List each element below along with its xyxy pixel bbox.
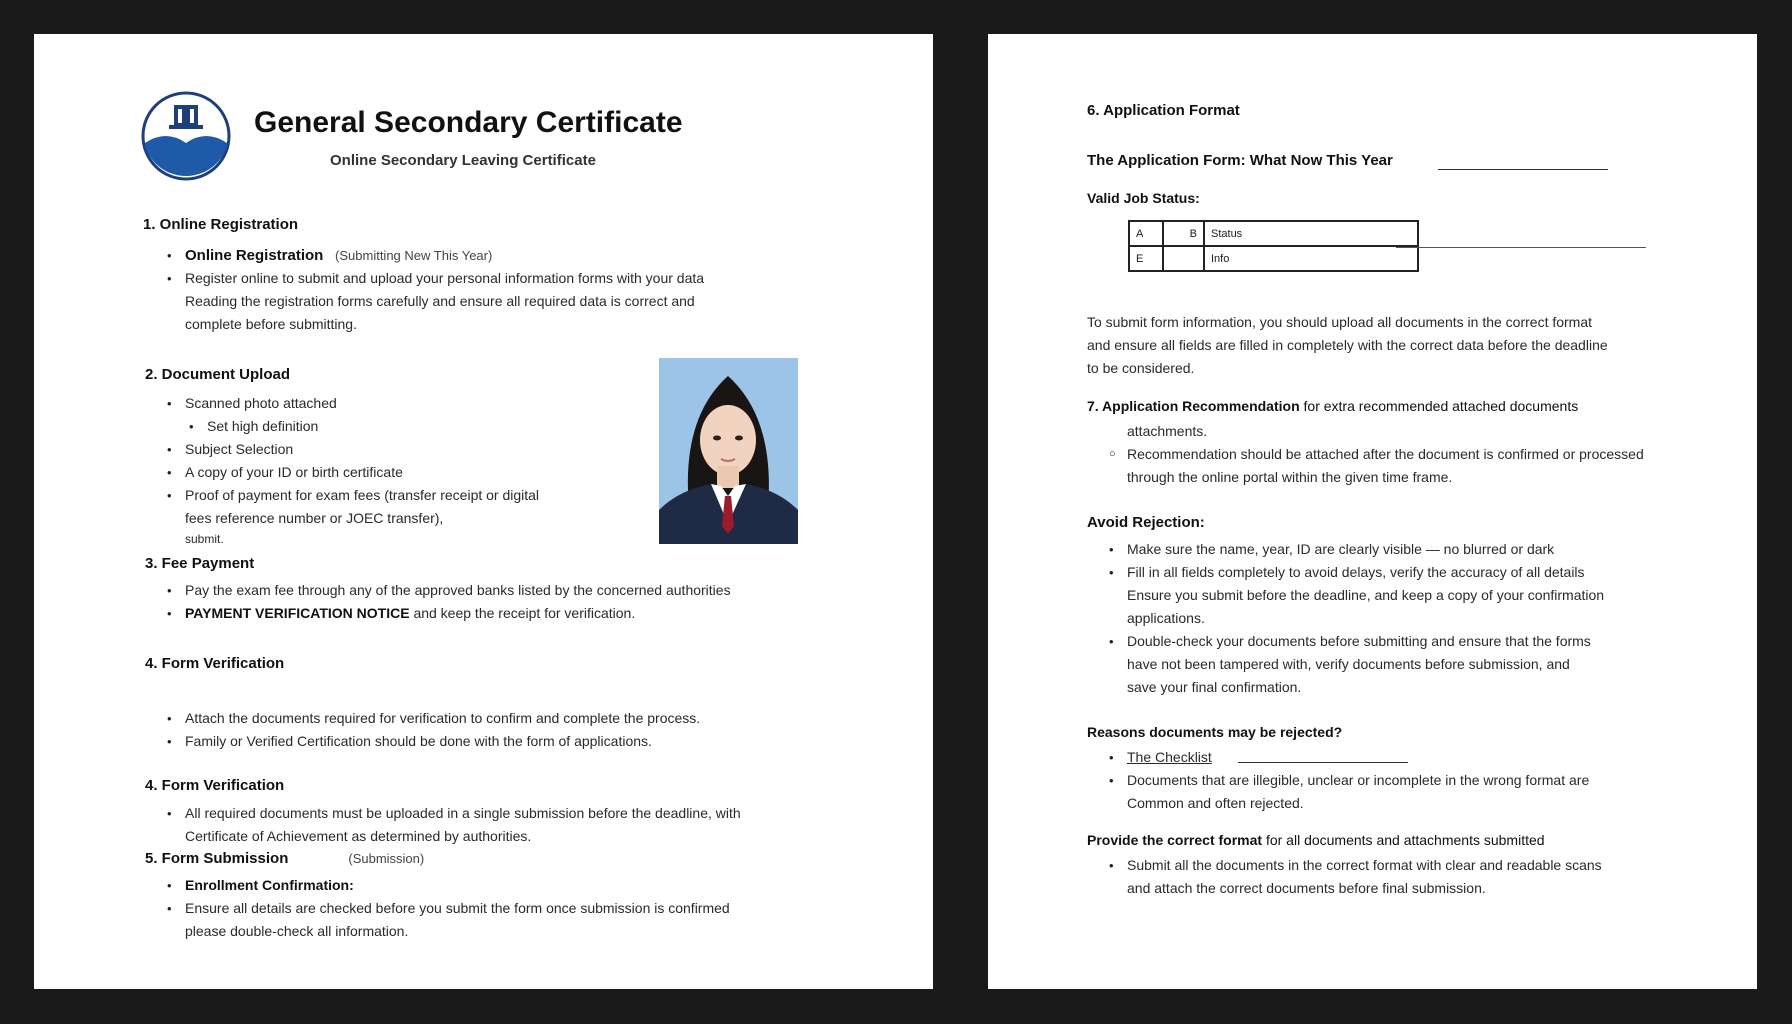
table-cell: Info: [1204, 246, 1418, 271]
list-item: • PAYMENT VERIFICATION NOTICE and keep the receipt for verification.: [163, 602, 731, 625]
list-item: ○ Recommendation should be attached after the document is confirmed or processed: [1105, 443, 1644, 466]
list-item-continuation: complete before submitting.: [185, 316, 357, 332]
document-title: General Secondary Certificate: [254, 106, 683, 139]
section-heading-correct-format: Provide the correct format for all documents and attachments submitted: [1087, 832, 1545, 848]
document-subtitle: Online Secondary Leaving Certificate: [330, 152, 596, 169]
list-item-continuation: please double-check all information.: [185, 923, 409, 939]
list-item: • Proof of payment for exam fees (transfer receipt or digital: [163, 484, 539, 507]
list-item: • Ensure all details are checked before you submit the form once submission is confirmed: [163, 897, 730, 920]
instruction-paragraph: To submit form information, you should upload all documents in the correct format and ensure all fields are filled in completely with the correct data before the deadline to be considered.: [1087, 314, 1608, 376]
list-item: • Submit all the documents in the correct format with clear and readable scans: [1105, 854, 1602, 877]
table-extension-line: [1396, 247, 1646, 248]
list-item-continuation: save your final confirmation.: [1127, 679, 1302, 695]
list-item-continuation: Reading the registration forms carefully and ensure all required data is correct and: [185, 293, 695, 309]
section-heading-form-verification: 4. Form Verification: [145, 655, 285, 672]
list-item: • Make sure the name, year, ID are clearly visible — no blurred or dark: [1105, 538, 1604, 561]
section-heading-avoid-rejection: Avoid Rejection:: [1087, 514, 1205, 531]
registration-list: [163, 244, 704, 336]
recommendation-list: [1105, 420, 1644, 489]
table-cell: [1163, 246, 1204, 271]
table-cell: B: [1163, 221, 1204, 246]
application-form-line: The Application Form: What Now This Year: [1087, 152, 1393, 169]
list-item: • Documents that are illegible, unclear or incomplete in the wrong format are: [1105, 769, 1589, 792]
form-submission-list: [163, 874, 730, 943]
section-heading-fee-payment: 3. Fee Payment: [145, 555, 255, 572]
section-heading-form-verification-2: 4. Form Verification: [145, 777, 285, 794]
certificate-page-right: [988, 34, 1757, 989]
applicant-photo: [659, 358, 798, 544]
fill-in-blank-line: [1438, 169, 1608, 170]
status-table: [1128, 220, 1419, 272]
list-item-continuation: applications.: [1127, 610, 1205, 626]
list-item-continuation: Common and often rejected.: [1127, 795, 1304, 811]
list-item: • Fill in all fields completely to avoid delays, verify the accuracy of all details: [1105, 561, 1604, 584]
table-cell: E: [1129, 246, 1163, 271]
list-item: • Pay the exam fee through any of the approved banks listed by the concerned authorities: [163, 579, 731, 602]
list-item: • Attach the documents required for verification to confirm and complete the process.: [163, 707, 700, 730]
form-verification-list-2: [163, 802, 741, 848]
section-heading-document-upload: 2. Document Upload: [145, 366, 291, 383]
list-item-sub: • Set high definition: [163, 415, 539, 438]
list-item: • The Checklist: [1105, 746, 1589, 769]
section-heading-recommendation: 7. Application Recommendation for extra recommended attached documents: [1087, 398, 1579, 414]
list-item: • All required documents must be uploaded in a single submission before the deadline, with: [163, 802, 741, 825]
ministry-logo: [141, 91, 231, 181]
table-cell: Status: [1204, 221, 1418, 246]
list-item-continuation: submit.: [185, 532, 224, 546]
certificate-page-left: [34, 34, 933, 989]
fee-payment-list: [163, 579, 731, 625]
form-verification-list: [163, 707, 700, 753]
section-heading-registration: 1. Online Registration: [143, 216, 299, 233]
list-item-continuation: fees reference number or JOEC transfer),: [185, 510, 444, 526]
avoid-rejection-list: [1105, 538, 1604, 699]
list-item-continuation: Certificate of Achievement as determined by authorities.: [185, 828, 532, 844]
valid-status-label: Valid Job Status:: [1087, 190, 1200, 206]
rejection-reasons-list: [1105, 746, 1589, 815]
list-item-continuation: Ensure you submit before the deadline, and keep a copy of your confirmation: [1127, 587, 1605, 603]
list-item: • A copy of your ID or birth certificate: [163, 461, 539, 484]
list-item: • Online Registration (Submitting New This Year): [163, 244, 704, 267]
list-item-continuation: attachments.: [1127, 423, 1208, 439]
section-heading-rejection-reasons: Reasons documents may be rejected?: [1087, 724, 1343, 740]
list-item: • Family or Verified Certification should be done with the form of applications.: [163, 730, 700, 753]
document-upload-list: [163, 392, 539, 548]
checklist-rule: [1238, 762, 1408, 763]
list-item: • Enrollment Confirmation:: [163, 874, 730, 897]
list-item: • Scanned photo attached: [163, 392, 539, 415]
correct-format-list: [1105, 854, 1602, 900]
list-item-continuation: and attach the correct documents before final submission.: [1127, 880, 1486, 896]
list-item-continuation: have not been tampered with, verify documents before submission, and: [1127, 656, 1570, 672]
list-item: • Double-check your documents before submitting and ensure that the forms: [1105, 630, 1604, 653]
table-cell: A: [1129, 221, 1163, 246]
list-item: • Subject Selection: [163, 438, 539, 461]
list-item-continuation: through the online portal within the given time frame.: [1127, 469, 1453, 485]
list-item: • Register online to submit and upload your personal information forms with your data: [163, 267, 704, 290]
section-heading-form-submission: 5. Form Submission (Submission): [145, 850, 425, 867]
section-heading-application-format: 6. Application Format: [1087, 102, 1240, 119]
